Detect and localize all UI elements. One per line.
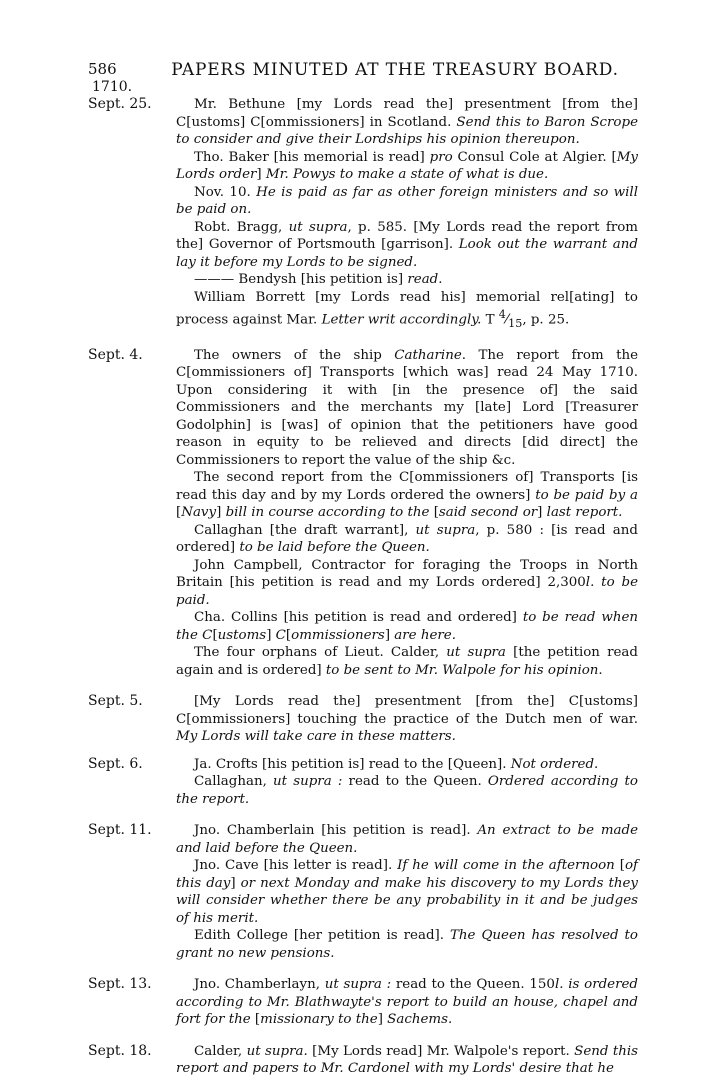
entry-paragraph: Jno. Chamberlayn, ut supra : read to the Queen. 150l. is ordered according to Mr. Blathwayte's report to build an house, chapel and fort for the [missionary to the] Sachems. (176, 977, 638, 1028)
entry-paragraph: Calder, ut supra. [My Lords read] Mr. Walpole's report. Send this report and papers to Mr. Cardonel with my Lords' desire that he (176, 1043, 638, 1077)
entry-body (176, 96, 638, 333)
entry-body (176, 347, 638, 680)
entry-body (176, 976, 638, 1029)
entry-paragraph: The second report from the C[ommissioners of] Transports [is read this day and by my Lords ordered the owners] to be paid by a [Navy] bill in course according to the [said second or] last report. (176, 470, 638, 521)
entry-paragraph: William Borrett [my Lords read his] memorial rel[ating] to process against Mar. Letter writ accordingly. T $^4⁄_{15}$, p. 25. (176, 289, 638, 331)
minute-entry (0, 1043, 720, 1078)
entry-paragraph: Tho. Baker [his memorial is read] pro Consul Cole at Algier. [My Lords order] Mr. Powys to make a state of what is due. (176, 149, 638, 182)
entry-paragraph: Jno. Cave [his letter is read]. If he will come in the afternoon [of this day] or next Monday and make his discovery to my Lords they will consider whether there be any probability in it and be judges of his merit. (176, 858, 639, 926)
entry-paragraph: The owners of the ship Catharine. The report from the C[ommissioners of] Transports [which was] read 24 May 1710. Upon considering it with [in the presence of] the said Commissioners and the merchants my [late] Lord [Treasurer Godolphin] is [was] of opinion that the petitioners have good reason in equity to be relieved and directs [did direct] the Commissioners to report the value of the ship &c. (176, 347, 639, 468)
minute-entry (0, 976, 720, 1029)
entry-paragraph: Callaghan [the draft warrant], ut supra, p. 580 : [is read and ordered] to be laid before the Queen. (176, 522, 638, 556)
entry-body (176, 756, 638, 809)
entry-date: Sept. 5. (88, 693, 143, 710)
entry-paragraph: Cha. Collins [his petition is read and ordered] to be read when the C[ustoms] C[ommissioners] are here. (176, 610, 638, 643)
year-label: 1710. (92, 79, 133, 95)
minute-entry (0, 96, 720, 333)
minute-entry (0, 822, 720, 962)
page-number: 586 (88, 60, 117, 78)
entry-paragraph: John Campbell, Contractor for foraging the Troops in North Britain [his petition is read and my Lords ordered] 2,300l. to be paid. (176, 557, 638, 608)
entry-body (176, 822, 638, 962)
minute-entry (0, 693, 720, 746)
entry-paragraph: Callaghan, ut supra : read to the Queen. Ordered according to the report. (176, 774, 638, 807)
running-head: PAPERS MINUTED AT THE TREASURY BOARD. (171, 60, 619, 80)
entry-date: Sept. 18. (88, 1042, 152, 1059)
entry-paragraph: [My Lords read the] presentment [from the] C[ustoms] C[ommissioners] touching the practice of the Dutch men of war. My Lords will take care in these matters. (176, 694, 638, 745)
entry-date: Sept. 13. (88, 976, 152, 993)
entry-body (176, 693, 638, 746)
entry-date: Sept. 11. (88, 822, 152, 839)
entry-paragraph: Nov. 10. He is paid as far as other foreign ministers and so will be paid on. (176, 184, 638, 217)
entry-date: Sept. 4. (88, 346, 143, 363)
entries-list (0, 96, 720, 1088)
entry-paragraph: Robt. Bragg, ut supra, p. 585. [My Lords read the report from the] Governor of Portsmouth [garrison]. Look out the warrant and lay it before my Lords to be signed. (176, 219, 638, 270)
minute-entry (0, 347, 720, 680)
entry-paragraph: Ja. Crofts [his petition is] read to the [Queen]. Not ordered. (194, 756, 599, 772)
entry-paragraph: ——— Bendysh [his petition is] read. (194, 272, 443, 287)
minute-entry (0, 756, 720, 809)
entry-paragraph: Jno. Chamberlain [his petition is read]. An extract to be made and laid before the Queen. (176, 823, 639, 856)
entry-date: Sept. 25. (88, 96, 152, 112)
entry-date: Sept. 6. (88, 755, 143, 772)
entry-paragraph: The four orphans of Lieut. Calder, ut supra [the petition read again and is ordered] to be sent to Mr. Walpole for his opinion. (176, 645, 638, 678)
entry-body (176, 1043, 638, 1078)
entry-paragraph: Mr. Bethune [my Lords read the] presentment [from the] C[ustoms] C[ommissioners] in Scotland. Send this to Baron Scrope to consider and give their Lordships his opinion thereupon. (176, 97, 638, 147)
entry-paragraph: Edith College [her petition is read]. The Queen has resolved to grant no new pensions. (176, 928, 638, 961)
